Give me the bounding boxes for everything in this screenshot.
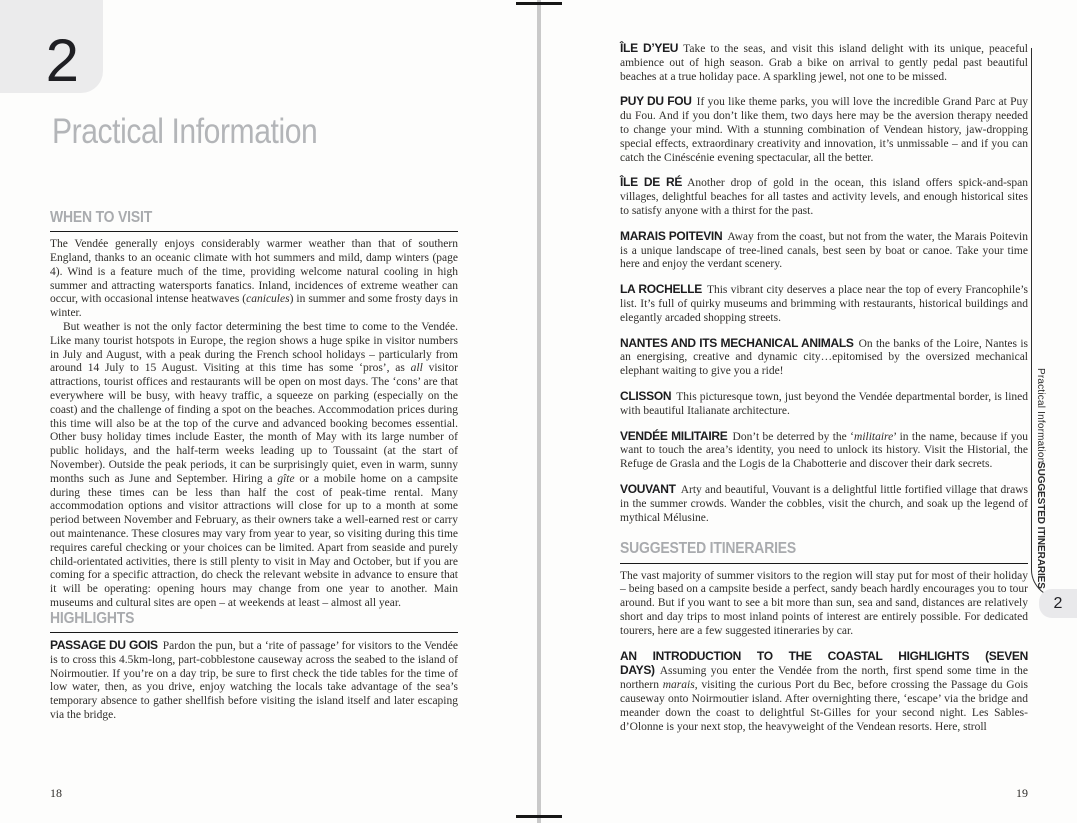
chapter-tab (0, 0, 103, 93)
page-title: Practical Information (52, 112, 318, 151)
paragraph: The Vendée generally enjoys considerably warmer weather than that of southern England, thanks to an oceanic climate with hot summers and mild, damp winters (page 4). Wind is a feature much of the time, providing welcome natural cooling in high summer and attracting watersports fanatics. Inland, incidences of extreme weather can occur, with occasional intense heatwaves (canicules) in summer and some frosty days in winter. (50, 238, 458, 320)
entry-body: Don’t be deterred by the ‘militaire’ in the name, because if you want to touch the area’s identity, you need to unlock its history. Visit the Historial, the Refuge de Grasla and the Logis de la Chabotterie and discover their dark secrets. (620, 430, 1028, 471)
entry-head: VENDÉE MILITAIRE (620, 428, 728, 443)
gazetteer-entry (620, 390, 1028, 419)
gazetteer-entry (620, 483, 1028, 525)
gazetteer-entry (620, 176, 1028, 218)
entry-head: PASSAGE DU GOIS (50, 638, 158, 653)
entry-body: On the banks of the Loire, Nantes is an energising, creative and dynamic city…epitomised by the oversized mechanical elephant waiting to give you a ride! (620, 337, 1028, 378)
edge-tab (1039, 589, 1077, 618)
entry-head: VOUVANT (620, 481, 676, 496)
chapter-number: 2 (45, 27, 79, 94)
gazetteer-entry (620, 95, 1028, 165)
section-heading-when-to-visit: WHEN TO VISIT (50, 210, 458, 232)
crop-mark-bottom (516, 815, 562, 818)
entry-body: Away from the coast, but not from the water, the Marais Poitevin is a unique landscape of tree-lined canals, best seen by boat or canoe. Take your time here and enjoy the verdant scenery. (620, 230, 1028, 271)
entry-body: Another drop of gold in the ocean, this island offers spick-and-span villages, delightful beaches for all tastes and activity levels, and enough historical sites to satisfy anyone with a thirst for the past. (620, 177, 1028, 217)
section-heading-highlights: HIGHLIGHTS (50, 611, 458, 633)
edge-label-section: SUGGESTED ITINERARIES (1035, 462, 1046, 589)
paragraph: The vast majority of summer visitors to the region will stay put for most of their holiday – being based on a campsite beside a perfect, sandy beach hardly encourages you to tour around. But if you want to see a bit more than sun, sea and sand, distances are relatively short and day trips to most inland points of interest are entirely possible. For dedicated tourers, here are a few suggested itineraries by car. (620, 569, 1028, 637)
gazetteer-entry (620, 430, 1028, 472)
edge-tab-number: 2 (1053, 594, 1063, 612)
page-gutter (537, 0, 541, 823)
entry-head: AN INTRODUCTION TO THE COASTAL HIGHLIGHTS (SEVEN DAYS) (620, 648, 1028, 678)
gazetteer-entry (620, 42, 1028, 84)
entry-head: ÎLE D’YEU (620, 41, 679, 55)
entry-body: This vibrant city deserves a place near the top of every Francophile’s list. It’s full of quirky museums and brimming with restaurants, historical buildings and elegantly arcaded shopping streets. (620, 284, 1028, 324)
entry-body: Take to the seas, and visit this island delight with its unique, peaceful ambience out of high season. Grab a bike on arrival to gently pedal past beautiful beaches at a true holiday pace. A sparkling jewel, not one to be missed. (620, 43, 1028, 83)
gazetteer-entry (620, 337, 1028, 379)
section-heading-suggested-itineraries: SUGGESTED ITINERARIES (620, 541, 1028, 563)
entry-head: LA ROCHELLE (620, 282, 702, 297)
entry-head: PUY DU FOU (620, 94, 692, 109)
entry-head: ÎLE DE RÉ (620, 175, 683, 190)
crop-mark-top (516, 2, 562, 5)
entry-body: Arty and beautiful, Vouvant is a delightful little fortified village that draws in the summer crowds. Wander the cobbles, visit the church, and soak up the legend of mythical Mélusine. (620, 483, 1028, 524)
entry-head: MARAIS POITEVIN (620, 228, 723, 243)
itinerary-entry (620, 650, 1028, 735)
entry-body: If you like theme parks, you will love the incredible Grand Parc at Puy du Fou. And if you don’t like them, two days here may be the aversion therapy needed to change your mind. With a stunning combination of Vendean history, jaw-dropping special effects, extraordinary creativity and innovation, it’s unmissable – and if you can catch the Cinéscénie evening spectacular, all the better. (620, 96, 1028, 164)
page-right-column (620, 42, 1028, 734)
entry-body: Assuming you enter the Vendée from the north, first spend some time in the northern marais, visiting the curious Port du Bec, before crossing the Passage du Gois causeway onto Noirmoutier island. After overnighting there, ‘escape’ via the bridge and meander down the coast to delightful St-Gilles for your second night. Les Sables-d’Olonne is your next stop, the heavyweight of the Vendean resorts. Here, stroll (620, 665, 1028, 733)
entry-head: CLISSON (620, 388, 672, 403)
entry-head: NANTES AND ITS MECHANICAL ANIMALS (620, 335, 854, 350)
gazetteer-entry (620, 283, 1028, 325)
page-left-column (50, 210, 458, 723)
entry-body: This picturesque town, just beyond the Vendée departmental border, is lined with beautiful Italianate architecture. (620, 390, 1028, 417)
edge-label-chapter: Practical Information (1035, 368, 1046, 464)
entry-body: Pardon the pun, but a ‘rite of passage’ for visitors to the Vendée is to cross this 4.5km-long, part-cobblestone causeway across the seabed to the island of Noirmoutier. If you’re on a day trip, be sure to first check the tide tables for the time of low water, then, as you drive, enjoy watching the locals take advantage of the sea’s temporary absence to gather shellfish before visiting the island itself and later escaping via the bridge. (50, 640, 458, 722)
page-number-left: 18 (50, 786, 62, 800)
highlight-entry (50, 639, 458, 723)
gazetteer-entry (620, 230, 1028, 272)
page-number-right: 19 (1016, 786, 1028, 800)
paragraph: But weather is not the only factor determining the best time to come to the Vendée. Like many tourist hotspots in Europe, the region shows a huge spike in visitor numbers in July and August, with a peak during the French school holidays – particularly from around 14 July to 15 August. Visiting at this time has some ‘pros’, as all visitor attractions, tourist offices and restaurants will be open on most days. The ‘cons’ are that everywhere will be busy, with heavy traffic, a squeeze on parking (especially on the coast) and the challenge of finding a spot on the beaches. Accommodation prices during this time will also be at the top of the curve and advanced booking becomes essential. Other busy holiday times include Easter, the month of May with its large number of public holidays, and the half-term weeks leading up to Toussaint (at the start of November). Outside the peak periods, it can be surprisingly quiet, even in warm, sunny months such as June and September. Hiring a gîte or a mobile home on a campsite during these times can be less than half the cost of peak-time rental. Many accommodation options and visitor attractions will close for up to a month at some period between November and February, as their owners take a well-earned rest or carry out maintenance. These closures may vary from year to year, so visiting during this time requires careful checking or your choices can be limited. Apart from seaside and purely child-orientated activities, there is still plenty to visit in May and October, but if you are coming for a specific attraction, do check the relevant website in advance to ensure that it will be operating: opening hours may change from one year to another. Main museums and cultural sites are open – at weekends at least – almost all year. (50, 321, 458, 609)
